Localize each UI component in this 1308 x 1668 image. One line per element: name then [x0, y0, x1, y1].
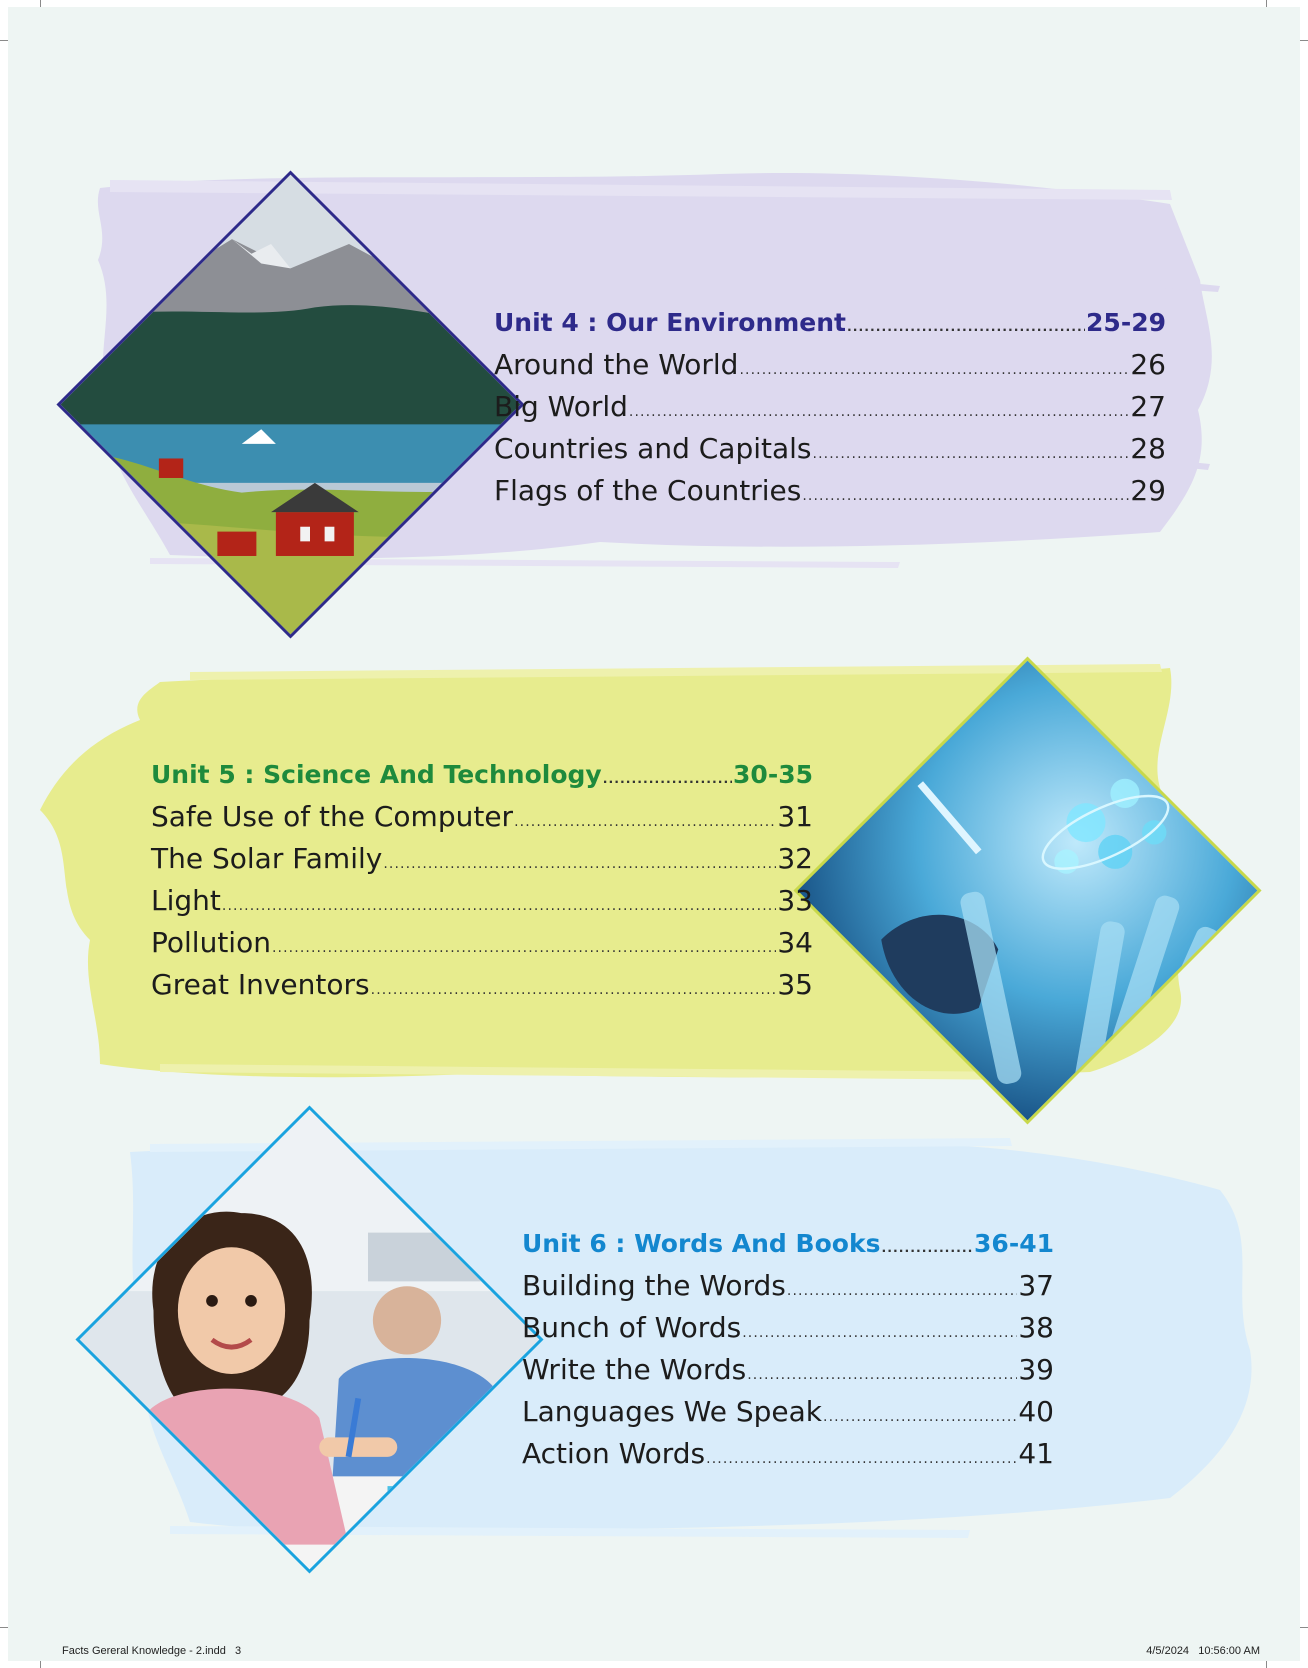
slug-filename: Facts Gereral Knowledge - 2.indd 3: [62, 1645, 242, 1657]
entry-title: Countries and Capitals: [494, 432, 812, 465]
toc-entry[interactable]: [522, 1395, 1054, 1437]
entry-page: 28: [1130, 432, 1166, 465]
dot-leader: [787, 1283, 1017, 1299]
dot-leader: [881, 1240, 973, 1255]
slug-timestamp: 4/5/2024 10:56:00 AM: [1146, 1645, 1260, 1657]
entry-page: 37: [1018, 1269, 1054, 1302]
dot-leader: [747, 1367, 1017, 1383]
dot-leader: [222, 898, 776, 914]
unit-title: Unit 5 : Science And Technology: [151, 760, 602, 789]
entry-page: 29: [1130, 474, 1166, 507]
entry-page: 27: [1130, 390, 1166, 423]
toc-entry[interactable]: [494, 390, 1166, 432]
entry-page: 26: [1130, 348, 1166, 381]
entry-title: Great Inventors: [151, 968, 370, 1001]
entry-title: The Solar Family: [151, 842, 383, 875]
entry-title: Big World: [494, 390, 628, 423]
toc-entry[interactable]: [522, 1311, 1054, 1353]
entry-title: Light: [151, 884, 221, 917]
entry-title: Around the World: [494, 348, 739, 381]
page-range: 30-35: [733, 760, 813, 789]
page-range: 25-29: [1086, 308, 1166, 337]
page-range: 36-41: [974, 1229, 1054, 1258]
unit4-toc: [494, 308, 1166, 516]
dot-leader: [813, 446, 1130, 462]
unit6-heading[interactable]: [522, 1229, 1054, 1269]
toc-entry[interactable]: [151, 968, 813, 1010]
dot-leader: [603, 771, 732, 786]
toc-entry[interactable]: [522, 1269, 1054, 1311]
dot-leader: [847, 319, 1085, 334]
unit5-toc: [151, 760, 813, 1010]
unit6-toc: [522, 1229, 1054, 1479]
entry-page: 32: [777, 842, 813, 875]
entry-title: Write the Words: [522, 1353, 747, 1386]
dot-leader: [629, 404, 1129, 420]
toc-entry[interactable]: [494, 474, 1166, 516]
entry-page: 34: [777, 926, 813, 959]
entry-page: 40: [1018, 1395, 1054, 1428]
entry-title: Building the Words: [522, 1269, 786, 1302]
dot-leader: [742, 1325, 1017, 1341]
toc-entry[interactable]: [522, 1437, 1054, 1479]
entry-title: Pollution: [151, 926, 271, 959]
unit-title: Unit 6 : Words And Books: [522, 1229, 881, 1258]
dot-leader: [823, 1409, 1017, 1425]
entry-page: 39: [1018, 1353, 1054, 1386]
toc-entry[interactable]: [151, 884, 813, 926]
dot-leader: [706, 1451, 1017, 1467]
entry-page: 31: [777, 800, 813, 833]
entry-title: Action Words: [522, 1437, 706, 1470]
entry-page: 35: [777, 968, 813, 1001]
dot-leader: [371, 982, 777, 998]
toc-entry[interactable]: [494, 432, 1166, 474]
toc-entry[interactable]: [151, 800, 813, 842]
entry-page: 33: [777, 884, 813, 917]
unit-title: Unit 4 : Our Environment: [494, 308, 847, 337]
entry-title: Bunch of Words: [522, 1311, 742, 1344]
dot-leader: [802, 488, 1129, 504]
unit4-heading[interactable]: [494, 308, 1166, 348]
toc-entry[interactable]: [151, 926, 813, 968]
toc-entry[interactable]: [522, 1353, 1054, 1395]
entry-page: 38: [1018, 1311, 1054, 1344]
dot-leader: [383, 856, 776, 872]
dot-leader: [514, 814, 776, 830]
unit5-heading[interactable]: [151, 760, 813, 800]
toc-entry[interactable]: [494, 348, 1166, 390]
dot-leader: [272, 940, 776, 956]
entry-title: Languages We Speak: [522, 1395, 822, 1428]
toc-entry[interactable]: [151, 842, 813, 884]
entry-page: 41: [1018, 1437, 1054, 1470]
entry-title: Safe Use of the Computer: [151, 800, 514, 833]
dot-leader: [739, 362, 1129, 378]
entry-title: Flags of the Countries: [494, 474, 802, 507]
